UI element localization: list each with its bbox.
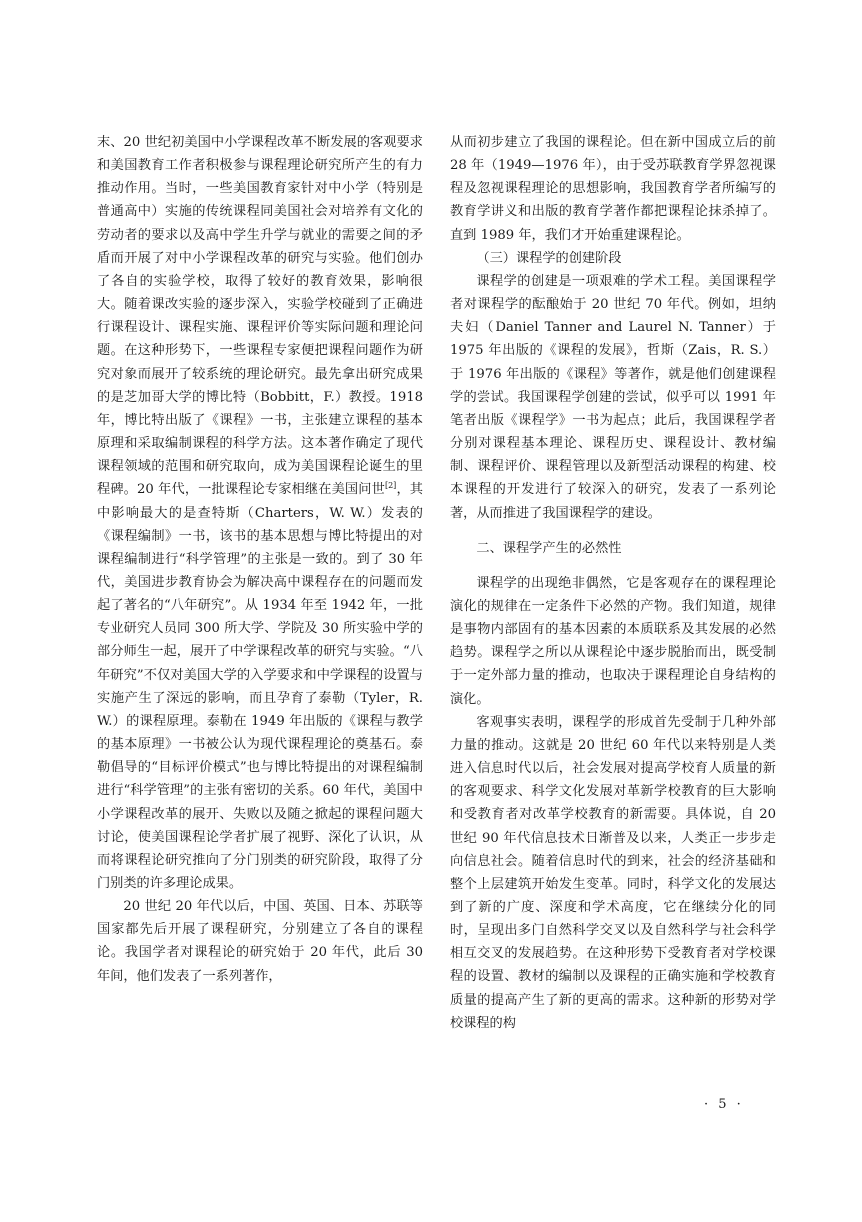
- left-paragraph-1: [97, 131, 423, 895]
- paragraph-text: 末、20 世纪初美国中小学课程改革不断发展的客观要求和美国教育工作者积极参与课程理论研究所产生的有力推动作用。当时，一些美国教育家针对中小学（特别是普通高中）实施的传统课程同美国社会对培养有文化的劳动者的要求以及高中学生升学与就业的需要之间的矛盾而开展了对中小学课程改革的研究与实验。他们创办了各自的实验学校，取得了较好的教育效果，影响很大。随着课改实验的逐步深入，实验学校碰到了正确进行课程设计、课程实施、课程评价等实际问题和理论问题。在这种形势下，一些课程专家便把课程问题作为研究对象而展开了较系统的理论研究。最先拿出研究成果的是芝加哥大学的博比特（Bobbitt，F.）教授。1918 年，博比特出版了《课程》一书，主张建立课程的基本原理和采取编制课程的科学方法。这本著作确定了现代课程领域的范围和研究取向，成为美国课程论诞生的里程碑。20 年代，一批课程论专家相继在美国问世: [97, 135, 423, 498]
- left-column: [97, 131, 423, 988]
- left-paragraph-2: 20 世纪 20 年代以后，中国、英国、日本、苏联等国家都先后开展了课程研究，分别建立了各自的课程论。我国学者对课程论的研究始于 20 年代，此后 30 年间，他们发表了一系列著作，: [97, 899, 423, 984]
- right-paragraph-4: 客观事实表明，课程学的形成首先受制于几种外部力量的推动。这就是 20 世纪 60 年代以来特别是人类进入信息时代以后，社会发展对提高学校育人质量的新的客观要求、科学文化发展对革新学校教育的巨大影响和受教育者对改革学校教育的新需要。具体说，自 20 世纪 90 年代信息技术日渐普及以来，人类正一步步走向信息社会。随着信息时代的到来，社会的经济基础和整个上层建筑开始发生变革。同时，科学文化的发展达到了新的广度、深度和学术高度，它在继续分化的同时，呈现出多门自然科学交叉以及自然科学与社会科学相互交叉的发展趋势。在这种形势下受教育者对学校课程的设置、教材的编制以及课程的正确实施和学校教育质量的提高产生了新的更高的需求。这种新的形势对学校课程的构: [450, 714, 776, 1031]
- section-heading-3: （三）课程学的创建阶段: [476, 250, 622, 266]
- right-paragraph-2: 课程学的创建是一项艰难的学术工程。美国课程学者对课程学的酝酿始于 20 世纪 70 年代。例如，坦纳夫妇（Daniel Tanner and Laurel N. Tanner）于 1975 年出版的《课程的发展》，哲斯（Zais，R. S.）于 1976 年出版的《课程》等著作，就是他们创建课程学的尝试。我国课程学创建的尝试，似乎可以 1991 年笔者出版《课程学》一书为起点；此后，我国课程学者分别对课程基本理论、课程历史、课程设计、教材编制、课程评价、课程管理以及新型活动课程的构建、校本课程的开发进行了较深入的研究，发表了一系列论著，从而推进了我国课程学的建设。: [450, 273, 776, 521]
- right-paragraph-3: 课程学的出现绝非偶然，它是客观存在的课程理论演化的规律在一定条件下必然的产物。我们知道，规律是事物内部固有的基本因素的本质联系及其发展的必然趋势。课程学之所以从课程论中逐步脱胎而出，既受制于一定外部力量的推动，也取决于课程理论自身结构的演化。: [450, 575, 776, 707]
- page-number: · 5 ·: [704, 1097, 744, 1112]
- right-paragraph-1: 从而初步建立了我国的课程论。但在新中国成立后的前 28 年（1949—1976 年），由于受苏联教育学界忽视课程及忽视课程理论的思想影响，我国教育学者所编写的教育学讲义和出版的教育学著作都把课程论抹杀掉了。直到 1989 年，我们才开始重建课程论。: [450, 135, 776, 243]
- section-heading-2: 二、课程学产生的必然性: [476, 540, 622, 556]
- paragraph-text-continued: ，其中影响最大的是查特斯（Charters，W. W.）发表的《课程编制》一书，该书的基本思想与博比特提出的对课程编制进行“科学管理”的主张是一致的。到了 30 年代，美国进步教育协会为解决高中课程存在的问题而发起了著名的“八年研究”。从 1934 年至 1942 年，一批专业研究人员同 300 所大学、学院及 30 所实验中学的部分师生一起，展开了中学课程改革的研究与实验。“八年研究”不仅对美国大学的入学要求和中学课程的设置与实施产生了深远的影响，而且孕育了泰勒（Tyler，R. W.）的课程原理。泰勒在 1949 年出版的《课程与教学的基本原理》一书被公认为现代课程理论的奠基石。泰勒倡导的“目标评价模式”也与博比特提出的对课程编制进行“科学管理”的主张有密切的关系。60 年代，美国中小学课程改革的展开、失败以及随之掀起的课程问题大讨论，使美国课程论学者扩展了视野、深化了认识，从而将课程论研究推向了分门别类的研究阶段，取得了分门别类的许多理论成果。: [97, 482, 423, 891]
- right-column: [450, 131, 776, 1035]
- citation-ref: [2]: [384, 481, 397, 491]
